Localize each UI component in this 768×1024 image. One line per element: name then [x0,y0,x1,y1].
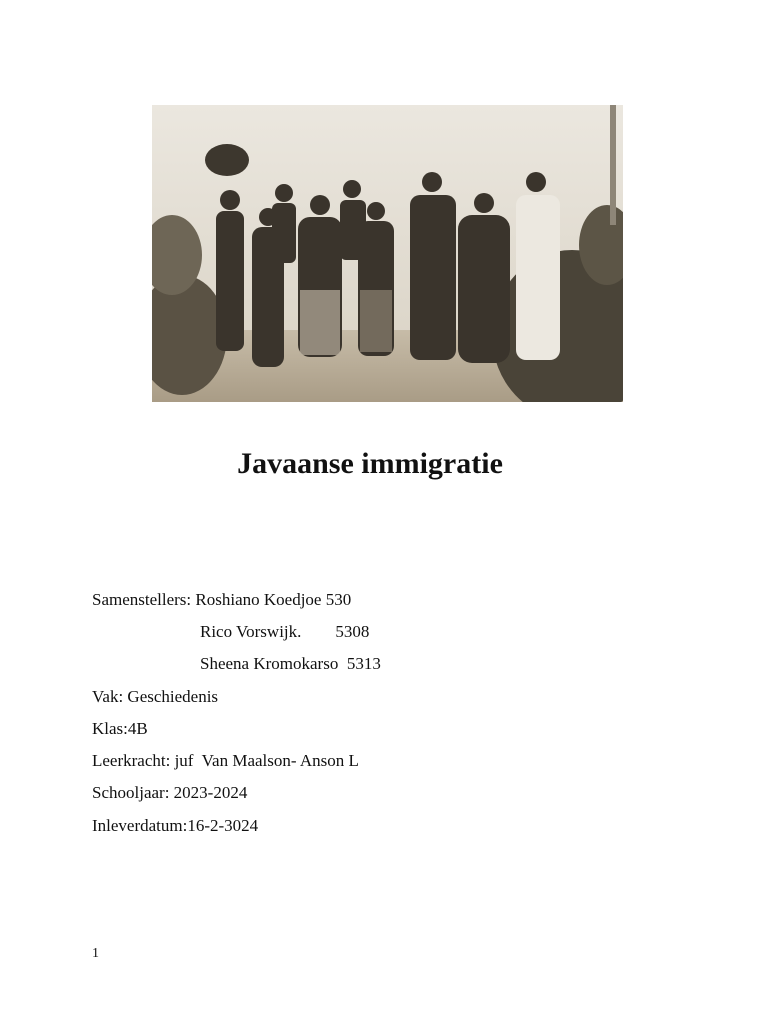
class-line: Klas:4B [92,719,148,738]
document-title: Javaanse immigratie [237,447,503,480]
page-number: 1 [92,946,99,961]
teacher-line: Leerkracht: juf Van Maalson- Anson L [92,751,359,770]
authors-line [92,589,351,611]
school-year-line: Schooljaar: 2023-2024 [92,783,248,802]
author-name: Roshiano Koedjoe 530 [195,590,352,609]
due-date-line: Inleverdatum:16-2-3024 [92,816,259,835]
author-name: Sheena Kromokarso 5313 [200,654,381,673]
authors-label: Samenstellers: [92,590,196,609]
historical-group-photo-icon [152,105,623,402]
subject-line: Vak: Geschiedenis [92,687,219,706]
author-name: Rico Vorswijk. 5308 [200,622,370,641]
cover-photo [152,105,623,402]
